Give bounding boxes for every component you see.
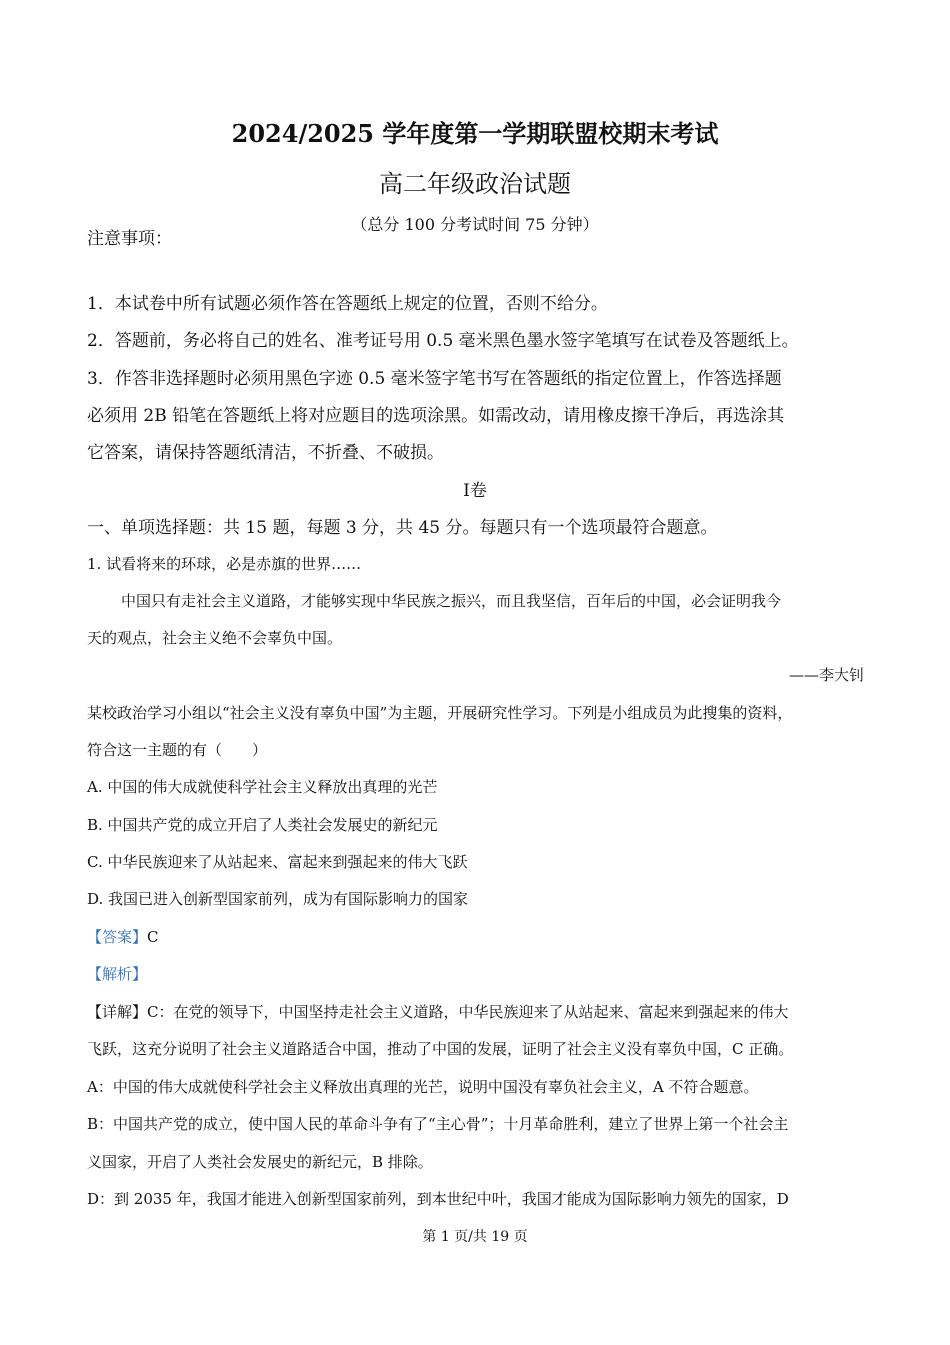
notice-item-3-line-3: 它答案，请保持答题纸清洁，不折叠、不破损。 [87, 443, 444, 463]
answer-value: C [147, 928, 159, 946]
quote-attribution: ——李大钊 [788, 666, 864, 684]
volume-heading: Ⅰ卷 [463, 481, 487, 501]
exam-subject-title: 高二年级政治试题 [379, 170, 571, 198]
option-c: C. 中华民族迎来了从站起来、富起来到强起来的伟大飞跃 [87, 853, 468, 871]
question-1-stem: 1. 试看将来的环球，必是赤旗的世界…… [87, 555, 362, 573]
notice-item-2: 2．答题前，务必将自己的姓名、准考证号用 0.5 毫米黑色墨水签字笔填写在试卷及答题纸上。 [87, 331, 799, 351]
detail-line-3: A：中国的伟大成就使科学社会主义释放出真理的光芒，说明中国没有辜负社会主义，A 不符合题意。 [87, 1078, 759, 1096]
section-heading: 一、单项选择题：共 15 题，每题 3 分，共 45 分。每题只有一个选项最符合题意。 [87, 518, 718, 538]
question-prompt-line-1: 某校政治学习小组以“社会主义没有辜负中国”为主题，开展研究性学习。下列是小组成员为此搜集的资料， [87, 704, 793, 722]
answer-label: 【答案】 [87, 928, 148, 946]
notice-item-3-line-1: 3．作答非选择题时必须用黑色字迹 0.5 毫米签字笔书写在答题纸的指定位置上，作答选择题 [87, 369, 782, 389]
option-b: B. 中国共产党的成立开启了人类社会发展史的新纪元 [87, 816, 438, 834]
detail-line-4: B：中国共产党的成立，使中国人民的革命斗争有了“主心骨”；十月革命胜利，建立了世界上第一个社会主 [87, 1115, 789, 1133]
detail-line-2: 飞跃，这充分说明了社会主义道路适合中国，推动了中国的发展，证明了社会主义没有辜负中国，C 正确。 [87, 1040, 794, 1058]
page-footer: 第 1 页/共 19 页 [422, 1229, 528, 1245]
notice-heading: 注意事项： [87, 229, 172, 249]
option-a: A. 中国的伟大成就使科学社会主义释放出真理的光芒 [87, 778, 438, 796]
exam-title: 2024/2025 学年度第一学期联盟校期末考试 [231, 119, 719, 148]
exam-score-time: （总分 100 分考试时间 75 分钟） [351, 215, 599, 234]
answer-line [87, 926, 867, 947]
option-d: D. 我国已进入创新型国家前列，成为有国际影响力的国家 [87, 890, 469, 908]
quote-line-2: 天的观点，社会主义绝不会辜负中国。 [87, 629, 343, 647]
analysis-label: 【解析】 [87, 965, 148, 983]
question-prompt-line-2: 符合这一主题的有（ ） [87, 741, 268, 759]
detail-line-6: D：到 2035 年，我国才能进入创新型国家前列，到本世纪中叶，我国才能成为国际影响力领先的国家，D [87, 1190, 789, 1208]
detail-line-5: 义国家，开启了人类社会发展史的新纪元，B 排除。 [87, 1153, 433, 1171]
notice-item-3-line-2: 必须用 2B 铅笔在答题纸上将对应题目的选项涂黑。如需改动，请用橡皮擦干净后，再选涂其 [87, 406, 785, 426]
quote-line-1: 中国只有走社会主义道路，才能够实现中华民族之振兴，而且我坚信，百年后的中国，必会证明我今 [121, 592, 782, 610]
detail-line-1: 【详解】C：在党的领导下，中国坚持走社会主义道路，中华民族迎来了从站起来、富起来到强起来的伟大 [87, 1003, 789, 1021]
notice-item-1: 1．本试卷中所有试题必须作答在答题纸上规定的位置，否则不给分。 [87, 294, 608, 314]
